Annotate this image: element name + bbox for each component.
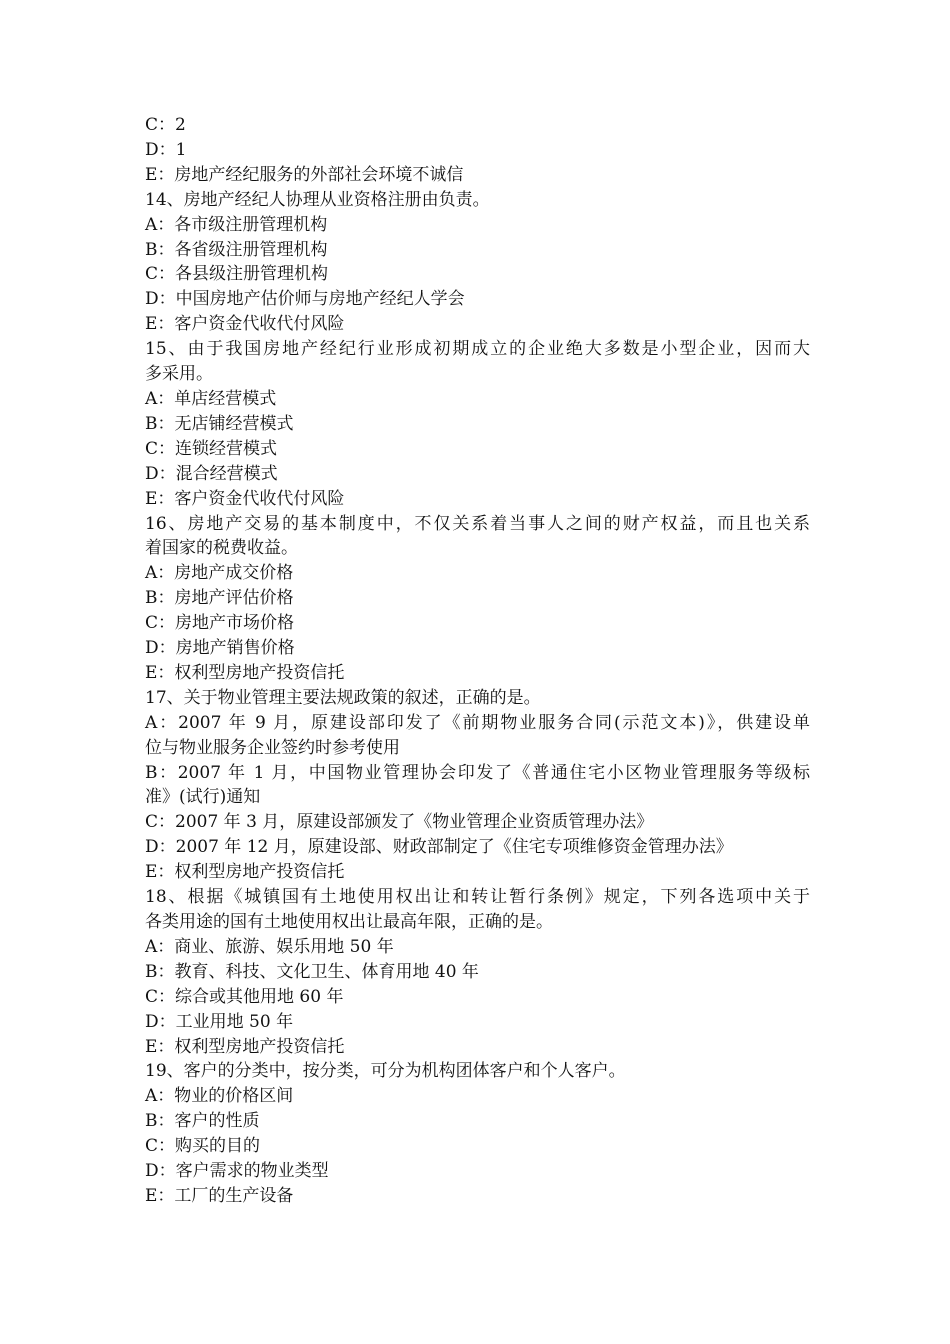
question-18-line-1: 18、根据《城镇国有土地使用权出让和转让暂行条例》规定，下列各选项中关于 [145, 887, 810, 908]
q17-option-c: C：2007 年 3 月，原建设部颁发了《物业管理企业资质管理办法》 [145, 812, 654, 833]
q19-option-a: A：物业的价格区间 [145, 1086, 294, 1107]
question-15-line-2: 多采用。 [145, 364, 213, 385]
q15-option-c: C：连锁经营模式 [145, 438, 278, 459]
q19-option-e: E：工厂的生产设备 [145, 1185, 294, 1206]
q15-option-a: A：单店经营模式 [145, 388, 277, 409]
q17-option-e: E：权利型房地产投资信托 [145, 862, 345, 883]
q14-option-b: B：各省级注册管理机构 [145, 239, 328, 260]
option-d-1: D：1 [145, 139, 187, 160]
q17-option-b-line-1: B：2007 年 1 月，中国物业管理协会印发了《普通住宅小区物业管理服务等级标 [145, 762, 810, 783]
q16-option-e: E：权利型房地产投资信托 [145, 662, 345, 683]
q16-option-d: D：房地产销售价格 [145, 638, 295, 659]
option-c-2: C：2 [145, 115, 186, 135]
question-18-line-2: 各类用途的国有土地使用权出让最高年限，正确的是。 [145, 912, 553, 932]
q18-option-c: C：综合或其他用地 60 年 [145, 986, 344, 1007]
q16-option-a: A：房地产成交价格 [145, 563, 294, 584]
q17-option-a-line-1: A：2007 年 9 月，原建设部印发了《前期物业服务合同(示范文本)》，供建设单 [145, 712, 810, 733]
q15-option-b: B：无店铺经营模式 [145, 413, 294, 434]
q19-option-b: B：客户的性质 [145, 1111, 260, 1132]
question-16-line-1: 16、房地产交易的基本制度中，不仅关系着当事人之间的财产权益，而且也关系 [145, 513, 810, 534]
q16-option-b: B：房地产评估价格 [145, 588, 294, 609]
question-19: 19、客户的分类中，按分类，可分为机构团体客户和个人客户。 [145, 1061, 626, 1082]
q17-option-a-line-2: 位与物业服务企业签约时参考使用 [145, 737, 400, 758]
q17-option-d: D：2007 年 12 月，原建设部、财政部制定了《住宅专项维修资金管理办法》 [145, 837, 733, 858]
q18-option-e: E：权利型房地产投资信托 [145, 1036, 345, 1057]
q18-option-b: B：教育、科技、文化卫生、体育用地 40 年 [145, 961, 479, 982]
q18-option-d: D：工业用地 50 年 [145, 1011, 294, 1032]
option-e-text: E：房地产经纪服务的外部社会环境不诚信 [145, 164, 464, 185]
q15-option-d: D：混合经营模式 [145, 463, 278, 484]
document-body [145, 113, 810, 1209]
question-16-line-2: 着国家的税费收益。 [145, 538, 298, 559]
question-17: 17、关于物业管理主要法规政策的叙述，正确的是。 [145, 687, 541, 708]
q14-option-d: D：中国房地产估价师与房地产经纪人学会 [145, 289, 465, 310]
q16-option-c: C：房地产市场价格 [145, 613, 295, 634]
q14-option-a: A：各市级注册管理机构 [145, 214, 328, 235]
question-14: 14、房地产经纪人协理从业资格注册由负责。 [145, 189, 490, 210]
q14-option-c: C：各县级注册管理机构 [145, 264, 329, 285]
q17-option-b-line-2: 准》(试行)通知 [145, 787, 261, 808]
q15-option-e: E：客户资金代收代付风险 [145, 488, 345, 509]
q19-option-c: C：购买的目的 [145, 1136, 261, 1157]
question-15-line-1: 15、由于我国房地产经纪行业形成初期成立的企业绝大多数是小型企业，因而大 [145, 339, 810, 360]
q19-option-d: D：客户需求的物业类型 [145, 1161, 329, 1182]
q18-option-a: A：商业、旅游、娱乐用地 50 年 [145, 936, 394, 957]
q14-option-e: E：客户资金代收代付风险 [145, 314, 345, 335]
